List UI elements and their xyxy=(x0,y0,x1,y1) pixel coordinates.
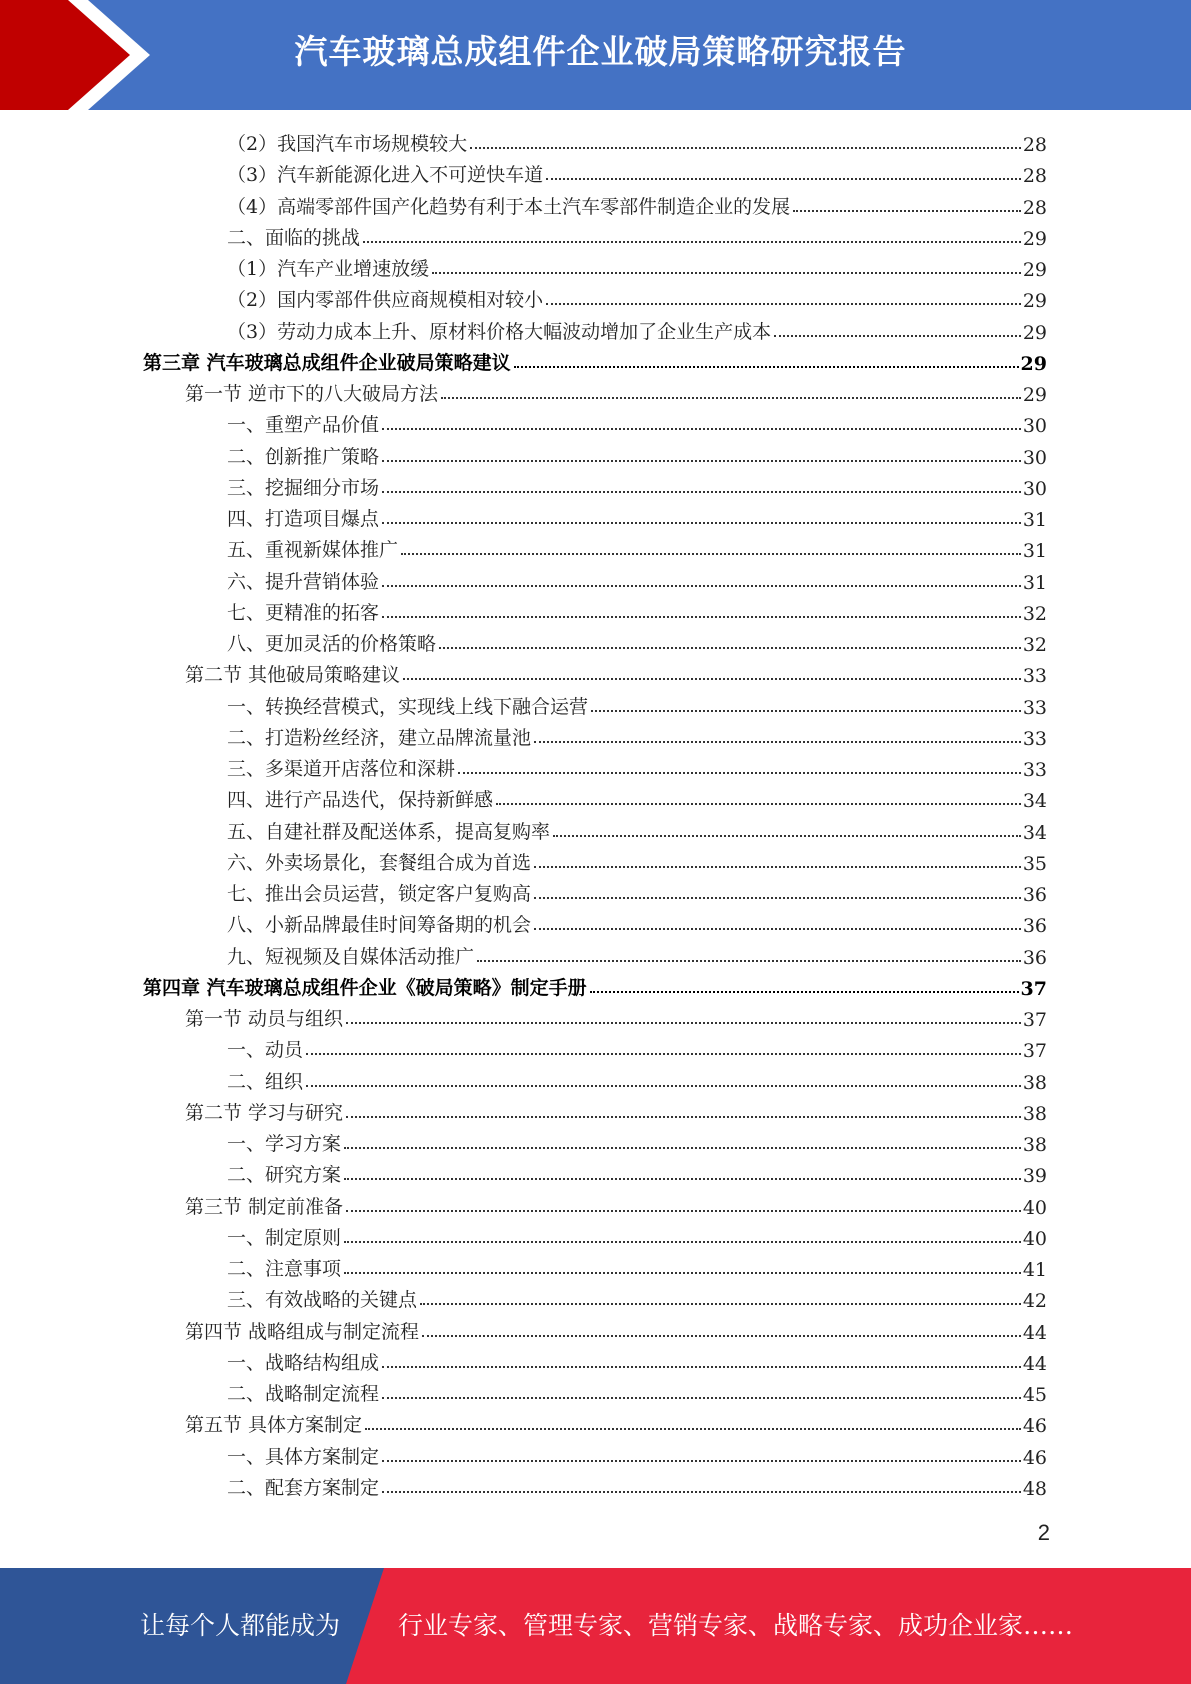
toc-entry-page: 36 xyxy=(1022,915,1047,938)
toc-entry-title: 一、动员 xyxy=(227,1039,304,1062)
toc-entry-page: 33 xyxy=(1022,727,1047,750)
toc-entry[interactable] xyxy=(227,1126,1047,1156)
toc-entry-title: 一、重塑产品价值 xyxy=(227,414,380,437)
toc-entry-title: 二、注意事项 xyxy=(227,1258,342,1280)
toc-dot-leader xyxy=(382,428,1021,430)
toc-entry-title: 六、外卖场景化，套餐组合成为首选 xyxy=(227,851,532,874)
toc-dot-leader xyxy=(534,897,1021,899)
toc-dot-leader xyxy=(422,1335,1021,1337)
toc-dot-leader xyxy=(534,741,1021,743)
toc-entry[interactable] xyxy=(227,1376,1047,1406)
toc-dot-leader xyxy=(774,335,1021,337)
toc-entry-title: 二、面临的挑战 xyxy=(227,226,361,249)
toc-dot-leader xyxy=(496,803,1021,805)
toc-dot-leader xyxy=(458,772,1021,774)
toc-entry-page: 34 xyxy=(1022,821,1047,844)
toc-entry[interactable] xyxy=(227,1251,1047,1281)
toc-dot-leader xyxy=(382,1460,1021,1462)
toc-entry-page: 38 xyxy=(1022,1071,1047,1094)
toc-entry-title: 二、配套方案制定 xyxy=(227,1476,380,1499)
toc-entry-title: 三、有效战略的关键点 xyxy=(227,1289,418,1312)
toc-entry-title: 第一节 动员与组织 xyxy=(185,1008,344,1030)
toc-entry-title: 第三节 制定前准备 xyxy=(185,1195,344,1218)
toc-entry[interactable] xyxy=(185,1314,1047,1344)
toc-entry-title: （1）汽车产业增速放缓 xyxy=(227,258,430,280)
toc-entry-title: 七、推出会员运营，锁定客户复购高 xyxy=(227,883,532,905)
toc-entry-title: 八、小新品牌最佳时间筹备期的机会 xyxy=(227,914,532,937)
toc-dot-leader xyxy=(344,1147,1021,1149)
toc-entry[interactable] xyxy=(227,1032,1047,1062)
toc-entry-page: 28 xyxy=(1022,165,1047,188)
toc-dot-leader xyxy=(346,1116,1021,1118)
toc-entry-page: 45 xyxy=(1022,1384,1047,1406)
toc-entry-title: 三、多渠道开店落位和深耕 xyxy=(227,758,456,780)
toc-entry-page: 31 xyxy=(1022,509,1047,531)
toc-entry[interactable] xyxy=(227,189,1047,219)
toc-entry-title: 二、战略制定流程 xyxy=(227,1383,380,1405)
toc-entry-title: （2）我国汽车市场规模较大 xyxy=(227,133,468,155)
toc-entry[interactable] xyxy=(227,626,1047,656)
toc-dot-leader xyxy=(591,710,1021,712)
toc-entry-page: 33 xyxy=(1022,759,1047,781)
toc-entry-title: 第二节 学习与研究 xyxy=(185,1101,344,1124)
toc-entry-page: 33 xyxy=(1022,665,1047,688)
toc-dot-leader xyxy=(477,960,1021,962)
toc-entry-page: 29 xyxy=(1022,227,1047,250)
toc-entry-page: 44 xyxy=(1022,1321,1047,1344)
toc-entry[interactable] xyxy=(227,439,1047,469)
toc-entry-page: 36 xyxy=(1022,946,1047,969)
toc-dot-leader xyxy=(363,241,1021,243)
page-header xyxy=(0,0,1191,110)
toc-entry[interactable] xyxy=(227,1282,1047,1312)
toc-entry[interactable] xyxy=(227,1470,1047,1500)
toc-entry-page: 41 xyxy=(1022,1259,1047,1281)
toc-entry-page: 29 xyxy=(1022,290,1047,313)
toc-dot-leader xyxy=(546,178,1021,180)
toc-entry-title: 第三章 汽车玻璃总成组件企业破局策略建议 xyxy=(143,351,511,374)
toc-entry-title: 二、组织 xyxy=(227,1070,304,1093)
toc-entry[interactable] xyxy=(185,1001,1047,1031)
toc-entry-page: 46 xyxy=(1022,1446,1047,1469)
toc-entry[interactable] xyxy=(227,939,1047,969)
toc-dot-leader xyxy=(470,147,1021,149)
toc-entry-page: 37 xyxy=(1020,977,1047,1000)
toc-entry[interactable] xyxy=(227,564,1047,594)
toc-entry-title: 一、转换经营模式，实现线上线下融合运营 xyxy=(227,695,589,718)
toc-entry-title: （4）高端零部件国产化趋势有利于本土汽车零部件制造企业的发展 xyxy=(227,195,791,218)
toc-entry[interactable] xyxy=(227,1439,1047,1469)
toc-entry-title: 三、挖掘细分市场 xyxy=(227,476,380,499)
toc-entry-title: 六、提升营销体验 xyxy=(227,570,380,593)
toc-entry-title: （2）国内零部件供应商规模相对较小 xyxy=(227,289,544,312)
toc-entry[interactable] xyxy=(227,876,1047,906)
toc-dot-leader xyxy=(793,210,1021,212)
toc-entry-title: 二、研究方案 xyxy=(227,1164,342,1187)
toc-entry[interactable] xyxy=(227,470,1047,500)
toc-dot-leader xyxy=(344,1241,1021,1243)
toc-entry-page: 29 xyxy=(1022,384,1047,406)
toc-dot-leader xyxy=(382,460,1021,462)
footer-slogan-left: 让每个人都能成为 xyxy=(140,1611,341,1640)
toc-dot-leader xyxy=(534,928,1021,930)
toc-dot-leader xyxy=(382,1491,1021,1493)
toc-entry-page: 44 xyxy=(1022,1352,1047,1375)
toc-entry[interactable] xyxy=(185,1407,1047,1437)
toc-entry-page: 30 xyxy=(1022,415,1047,438)
toc-entry-title: 第五节 具体方案制定 xyxy=(185,1414,363,1437)
toc-entry[interactable] xyxy=(185,1189,1047,1219)
toc-entry-title: 一、学习方案 xyxy=(227,1133,342,1155)
toc-entry-title: 七、更精准的拓客 xyxy=(227,601,380,624)
toc-dot-leader xyxy=(590,991,1019,993)
toc-entry-page: 46 xyxy=(1022,1415,1047,1438)
toc-entry[interactable] xyxy=(227,1345,1047,1375)
toc-dot-leader xyxy=(403,678,1021,680)
toc-entry-title: 九、短视频及自媒体活动推广 xyxy=(227,945,475,968)
toc-dot-leader xyxy=(553,835,1021,837)
toc-entry-page: 30 xyxy=(1022,446,1047,469)
toc-entry[interactable] xyxy=(227,220,1047,250)
toc-entry[interactable] xyxy=(227,595,1047,625)
toc-entry[interactable] xyxy=(227,907,1047,937)
report-title: 汽车玻璃总成组件企业破局策略研究报告 xyxy=(294,32,907,71)
toc-entry-page: 36 xyxy=(1022,884,1047,906)
toc-dot-leader xyxy=(441,397,1021,399)
toc-dot-leader xyxy=(382,522,1021,524)
toc-dot-leader xyxy=(439,647,1021,649)
toc-entry-page: 40 xyxy=(1022,1196,1047,1219)
toc-entry-page: 31 xyxy=(1022,571,1047,594)
toc-entry[interactable] xyxy=(227,814,1047,844)
toc-entry[interactable] xyxy=(143,970,1047,1000)
toc-entry[interactable] xyxy=(227,720,1047,750)
toc-entry[interactable] xyxy=(227,251,1047,281)
toc-entry-title: 二、创新推广策略 xyxy=(227,445,380,468)
toc-dot-leader xyxy=(344,1178,1021,1180)
toc-entry-page: 39 xyxy=(1022,1165,1047,1188)
toc-dot-leader xyxy=(546,303,1021,305)
toc-entry[interactable] xyxy=(185,1095,1047,1125)
toc-entry-title: 第二节 其他破局策略建议 xyxy=(185,664,401,687)
toc-entry-page: 37 xyxy=(1022,1040,1047,1063)
toc-entry-page: 32 xyxy=(1022,634,1047,656)
toc-entry[interactable] xyxy=(227,407,1047,437)
toc-dot-leader xyxy=(346,1210,1021,1212)
toc-entry[interactable] xyxy=(227,157,1047,187)
page-footer xyxy=(0,1568,1191,1684)
toc-dot-leader xyxy=(346,1022,1021,1024)
toc-entry-title: 四、打造项目爆点 xyxy=(227,508,380,530)
toc-entry-page: 42 xyxy=(1022,1290,1047,1313)
toc-entry-title: 一、战略结构组成 xyxy=(227,1351,380,1374)
toc-entry-page: 37 xyxy=(1022,1009,1047,1031)
toc-dot-leader xyxy=(306,1085,1021,1087)
toc-entry-page: 28 xyxy=(1022,134,1047,156)
toc-entry[interactable] xyxy=(227,282,1047,312)
toc-dot-leader xyxy=(420,1303,1021,1305)
toc-entry-title: 第一节 逆市下的八大破局方法 xyxy=(185,383,439,405)
toc-entry-page: 31 xyxy=(1022,540,1047,563)
toc-dot-leader xyxy=(344,1272,1021,1274)
toc-entry-page: 34 xyxy=(1022,790,1047,813)
toc-entry-page: 32 xyxy=(1022,602,1047,625)
toc-entry[interactable] xyxy=(227,532,1047,562)
footer-slogan-right: 行业专家、管理专家、营销专家、战略专家、成功企业家…… xyxy=(398,1611,1074,1640)
toc-entry[interactable] xyxy=(227,1157,1047,1187)
toc-entry[interactable] xyxy=(227,689,1047,719)
toc-entry[interactable] xyxy=(227,1064,1047,1094)
toc-entry[interactable] xyxy=(185,376,1047,406)
toc-entry-title: 八、更加灵活的价格策略 xyxy=(227,633,437,655)
toc-entry-title: （3）汽车新能源化进入不可逆快车道 xyxy=(227,164,544,187)
toc-entry[interactable] xyxy=(227,845,1047,875)
toc-dot-leader xyxy=(382,1397,1021,1399)
toc-entry-title: 第四章 汽车玻璃总成组件企业《破局策略》制定手册 xyxy=(143,976,587,999)
toc-entry-page: 29 xyxy=(1022,259,1047,281)
toc-entry-title: 一、具体方案制定 xyxy=(227,1445,380,1468)
toc-entry-title: 二、打造粉丝经济，建立品牌流量池 xyxy=(227,726,532,749)
toc-entry[interactable] xyxy=(143,345,1047,375)
toc-dot-leader xyxy=(382,491,1021,493)
toc-dot-leader xyxy=(382,585,1021,587)
toc-dot-leader xyxy=(365,1428,1021,1430)
toc-dot-leader xyxy=(306,1053,1021,1055)
toc-entry[interactable] xyxy=(227,1220,1047,1250)
toc-entry[interactable] xyxy=(185,657,1047,687)
toc-dot-leader xyxy=(382,1366,1021,1368)
toc-entry-title: 五、自建社群及配送体系，提高复购率 xyxy=(227,820,551,843)
toc-dot-leader xyxy=(432,272,1021,274)
toc-entry-page: 29 xyxy=(1022,321,1047,344)
toc-dot-leader xyxy=(534,866,1021,868)
toc-entry-page: 38 xyxy=(1022,1134,1047,1156)
toc-entry-page: 40 xyxy=(1022,1227,1047,1250)
toc-entry[interactable] xyxy=(227,501,1047,531)
toc-entry-page: 28 xyxy=(1022,196,1047,219)
toc-entry-title: 四、进行产品迭代，保持新鲜感 xyxy=(227,789,494,812)
toc-dot-leader xyxy=(382,616,1021,618)
toc-entry-page: 35 xyxy=(1022,852,1047,875)
toc-entry-page: 48 xyxy=(1022,1477,1047,1500)
toc-entry-page: 38 xyxy=(1022,1102,1047,1125)
toc-entry-title: 五、重视新媒体推广 xyxy=(227,539,399,562)
toc-entry-title: 一、制定原则 xyxy=(227,1226,342,1249)
toc-entry-title: （3）劳动力成本上升、原材料价格大幅波动增加了企业生产成本 xyxy=(227,320,772,343)
toc-entry[interactable] xyxy=(227,126,1047,156)
toc-entry-page: 33 xyxy=(1022,696,1047,719)
toc-entry[interactable] xyxy=(227,751,1047,781)
toc-entry-page: 30 xyxy=(1022,477,1047,500)
toc-entry[interactable] xyxy=(227,314,1047,344)
toc-entry-page: 29 xyxy=(1020,352,1047,375)
page-number: 2 xyxy=(1037,1520,1050,1545)
toc-entry-title: 第四节 战略组成与制定流程 xyxy=(185,1320,420,1343)
toc-dot-leader xyxy=(514,366,1019,368)
toc-dot-leader xyxy=(401,553,1021,555)
toc-entry[interactable] xyxy=(227,782,1047,812)
